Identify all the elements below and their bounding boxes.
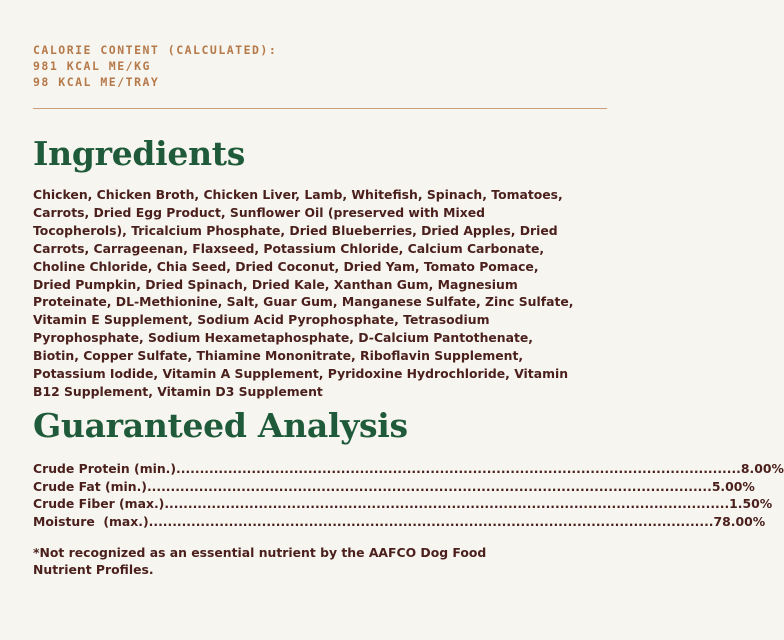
dot-leader: ........................................................................................................................	[164, 496, 730, 511]
analysis-label: Crude Fiber (max.)	[33, 496, 165, 511]
analysis-row	[33, 495, 773, 513]
calorie-title: CALORIE CONTENT (CALCULATED):	[33, 43, 278, 57]
analysis-value: 8.00%	[740, 461, 784, 476]
ingredients-line: Proteinate, DL-Methionine, Salt, Guar Gum, Manganese Sulfate, Zinc Sulfate,	[33, 294, 574, 310]
analysis-label: Crude Protein (min.)	[33, 461, 177, 476]
analysis-row	[33, 460, 784, 478]
calorie-per-tray: 98 KCAL ME/TRAY	[33, 75, 160, 89]
guaranteed-analysis-table	[33, 460, 784, 530]
ingredients-line: Carrots, Carrageenan, Flaxseed, Potassium Chloride, Calcium Carbonate,	[33, 240, 545, 256]
dot-leader: ........................................................................................................................	[148, 513, 714, 529]
analysis-label: Crude Fat (min.)	[33, 478, 147, 494]
footnote-line: Nutrient Profiles.	[33, 561, 154, 577]
section-divider	[33, 108, 607, 109]
calorie-per-kg: 981 KCAL ME/KG	[33, 59, 151, 73]
analysis-value: 5.00%	[711, 478, 755, 494]
footnote-line: *Not recognized as an essential nutrient by the AAFCO Dog Food	[33, 545, 487, 560]
calorie-content	[33, 42, 277, 90]
ingredients-line: Choline Chloride, Chia Seed, Dried Coconut, Dried Yam, Tomato Pomace,	[33, 258, 539, 274]
ingredients-line: Carrots, Dried Egg Product, Sunflower Oil (preserved with Mixed	[33, 204, 486, 220]
ingredients-heading: Ingredients	[33, 134, 246, 173]
guaranteed-analysis-heading: Guaranteed Analysis	[33, 406, 408, 445]
analysis-row	[33, 478, 755, 496]
analysis-label: Moisture (max.)	[33, 513, 149, 529]
ingredients-line: Vitamin E Supplement, Sodium Acid Pyrophosphate, Tetrasodium	[33, 312, 490, 328]
footnote	[33, 545, 593, 578]
ingredients-line: Dried Pumpkin, Dried Spinach, Dried Kale, Xanthan Gum, Magnesium	[33, 276, 518, 292]
ingredients-list	[33, 186, 613, 401]
ingredients-line: Pyrophosphate, Sodium Hexametaphosphate, D-Calcium Pantothenate,	[33, 330, 534, 346]
analysis-row	[33, 513, 766, 531]
analysis-value: 78.00%	[713, 513, 766, 529]
dot-leader: ........................................................................................................................	[146, 478, 712, 494]
analysis-value: 1.50%	[729, 496, 773, 511]
ingredients-line: Biotin, Copper Sulfate, Thiamine Mononitrate, Riboflavin Supplement,	[33, 348, 524, 364]
ingredients-line: Chicken, Chicken Broth, Chicken Liver, Lamb, Whitefish, Spinach, Tomatoes,	[33, 187, 563, 202]
ingredients-line: B12 Supplement, Vitamin D3 Supplement	[33, 383, 323, 399]
ingredients-line: Potassium Iodide, Vitamin A Supplement, Pyridoxine Hydrochloride, Vitamin	[33, 366, 569, 382]
dot-leader: ........................................................................................................................	[176, 461, 741, 476]
ingredients-line: Tocopherols), Tricalcium Phosphate, Dried Blueberries, Dried Apples, Dried	[33, 222, 558, 238]
